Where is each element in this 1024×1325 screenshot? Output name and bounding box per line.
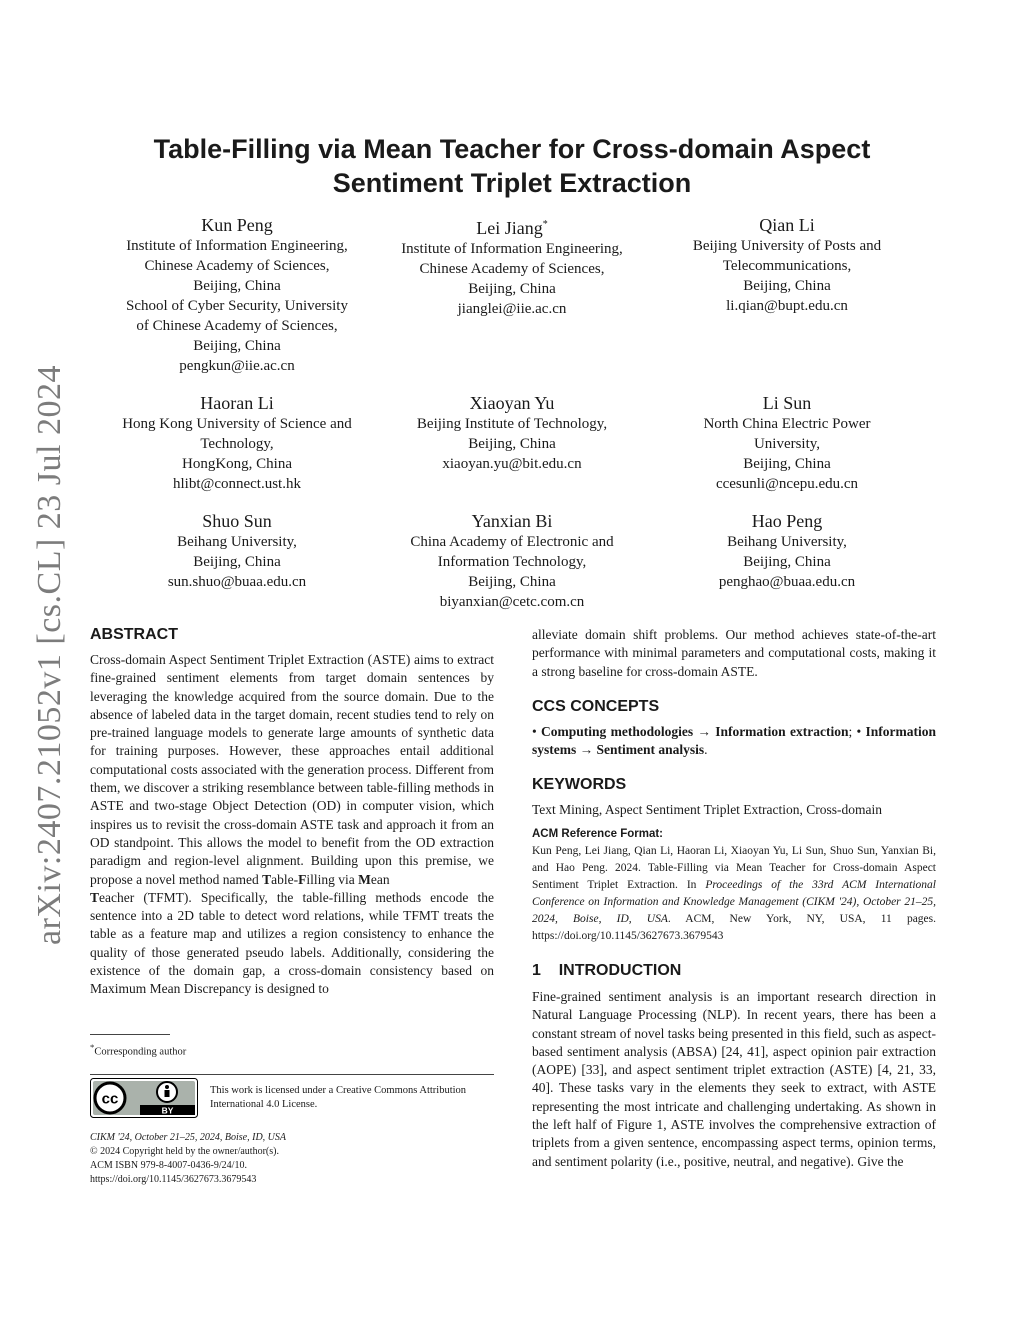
author-affiliation-line: Institute of Information Engineering, bbox=[401, 241, 623, 257]
author-email: li.qian@bupt.edu.cn bbox=[726, 298, 848, 314]
license-text: This work is licensed under a Creative Commons Attribution International 4.0 License. bbox=[210, 1085, 467, 1110]
author-block-kun-peng bbox=[97, 214, 377, 376]
author-email: sun.shuo@buaa.edu.cn bbox=[167, 574, 307, 590]
author-affiliation-line: Beijing, China bbox=[468, 574, 556, 590]
author-affiliation-line: Beijing, China bbox=[743, 456, 831, 472]
author-name: Lei Jiang* bbox=[476, 218, 548, 238]
author-block-hao-peng bbox=[647, 510, 927, 592]
author-name: Qian Li bbox=[759, 215, 815, 235]
author-name: Shuo Sun bbox=[202, 511, 272, 531]
author-name: Hao Peng bbox=[751, 511, 823, 531]
author-affiliation-line: Institute of Information Engineering, bbox=[126, 238, 348, 254]
cc-by-license-badge bbox=[90, 1078, 198, 1118]
author-affiliation-line: HongKong, China bbox=[182, 456, 292, 472]
author-name: Haoran Li bbox=[200, 393, 274, 413]
author-affiliation-line: China Academy of Electronic and bbox=[410, 534, 614, 550]
acm-reference-section bbox=[532, 826, 936, 945]
author-email: penghao@buaa.edu.cn bbox=[718, 574, 856, 590]
isbn-line: ACM ISBN 979-8-4007-0436-9/24/10. bbox=[90, 1160, 247, 1171]
introduction-heading: 1 INTRODUCTION bbox=[532, 962, 682, 979]
author-block-shuo-sun bbox=[97, 510, 377, 592]
ccs-heading: CCS CONCEPTS bbox=[532, 698, 660, 715]
abstract-section bbox=[90, 625, 494, 999]
author-affiliation-line: Technology, bbox=[200, 436, 274, 452]
author-affiliation-line: Beihang University, bbox=[727, 534, 847, 550]
author-affiliation-line: Beijing, China bbox=[193, 338, 281, 354]
copyright-line: © 2024 Copyright held by the owner/author(s). bbox=[90, 1146, 279, 1157]
acm-reference-text: Kun Peng, Lei Jiang, Qian Li, Haoran Li, Xiaoyan Yu, Li Sun, Shuo Sun, Yanxian Bi, and Hao Peng. 2024. Table-Filling via Mean Teacher for Cross-domain Aspect Sentiment Triplet Extraction. In Proceedings of the 33rd ACM International Conference on Information and Knowledge Management (CIKM '24), October 21–25, 2024, Boise, ID, USA. ACM, New York, NY, USA, 11 pages. https://doi.org/10.1145/3627673.3679543 bbox=[532, 845, 937, 942]
author-block-qian-li bbox=[647, 214, 927, 316]
paper-title bbox=[100, 132, 924, 200]
author-email: pengkun@iie.ac.cn bbox=[179, 358, 295, 374]
author-affiliation-line: School of Cyber Security, University bbox=[126, 298, 348, 314]
author-block-yanxian-bi bbox=[372, 510, 652, 612]
conference-venue: CIKM '24, October 21–25, 2024, Boise, ID, USA bbox=[90, 1132, 287, 1143]
author-block-haoran-li bbox=[97, 392, 377, 494]
keywords-section bbox=[532, 775, 936, 819]
by-text: BY bbox=[161, 1105, 174, 1116]
author-affiliation-line: of Chinese Academy of Sciences, bbox=[136, 318, 338, 334]
author-affiliation-line: Beijing Institute of Technology, bbox=[416, 416, 608, 432]
author-name: Xiaoyan Yu bbox=[469, 393, 555, 413]
abstract-heading: ABSTRACT bbox=[90, 626, 178, 643]
acm-reference-heading: ACM Reference Format: bbox=[532, 828, 663, 840]
author-affiliation-line: Information Technology, bbox=[437, 554, 587, 570]
author-affiliation-line: Beijing, China bbox=[743, 278, 831, 294]
author-affiliation-line: Beijing, China bbox=[743, 554, 831, 570]
corresponding-author-mark: * bbox=[542, 219, 548, 230]
introduction-section bbox=[532, 961, 936, 1171]
author-affiliation-line: Chinese Academy of Sciences, bbox=[144, 258, 330, 274]
author-affiliation-line: Beijing, China bbox=[468, 281, 556, 297]
ccs-concepts-text: • Computing methodologies → Information extraction; • Information systems → Sentiment analysis. bbox=[532, 724, 937, 758]
author-affiliation-line: Beijing, China bbox=[468, 436, 556, 452]
author-affiliation-line: Telecommunications, bbox=[722, 258, 852, 274]
author-affiliation-line: Beijing University of Posts and bbox=[692, 238, 882, 254]
doi-link[interactable]: https://doi.org/10.1145/3627673.3679543 bbox=[90, 1174, 257, 1185]
author-email: xiaoyan.yu@bit.edu.cn bbox=[442, 456, 582, 472]
author-name: Kun Peng bbox=[201, 215, 273, 235]
author-affiliation-line: Beihang University, bbox=[177, 534, 297, 550]
abstract-paragraph: Cross-domain Aspect Sentiment Triplet Extraction (ASTE) aims to extract fine-grained sentiment elements from target domain sentences by leveraging the knowledge acquired from the source domain. Due to the absence of labeled data in the target domain, recent studies tend to rely on pre-trained language models to generate large amounts of synthetic data for training purposes. However, these approaches entail additional computational costs associated with the generation process. Different from them, we discover a striking resemblance between table-filling methods in ASTE and two-stage Object Detection (OD) in computer vision, which inspires us to revisit the cross-domain ASTE task and approach it from an OD standpoint. This allows the model to benefit from the OD extraction paradigm and region-level alignment. Building upon this premise, we propose a novel method named Table-Filling via Mean Teacher (TFMT). Specifically, the table-filling methods encode the sentence into a 2D table to detect word relations, while TFMT treats the table as a feature map and utilizes a region consistency to enhance the quality of those generated pseudo labels. Additionally, considering the existence of the domain gap, a cross-domain consistency based on Maximum Mean Discrepancy is designed to bbox=[90, 652, 494, 997]
author-block-lei-jiang bbox=[372, 214, 652, 319]
author-affiliation-line: Beijing, China bbox=[193, 278, 281, 294]
author-email: ccesunli@ncepu.edu.cn bbox=[715, 476, 859, 492]
introduction-paragraph: Fine-grained sentiment analysis is an important research direction in Natural Language Processing (NLP). In recent years, there has been a constant stream of novel tasks being presented in this field, such as aspect-based sentiment analysis (ABSA) [24, 41], aspect opinion pair extraction (AOPE) [33], and aspect sentiment triplet extraction (ASTE) [4, 21, 33, 40]. These tasks vary in the elements they seek to extract, with ASTE representing the most intricate and challenging undertaking. As shown in the left half of Figure 1, ASTE involves the comprehensive extraction of triplets from a given sentence, encompassing aspect terms, opinion terms, and sentiment polarity (i.e., positive, neutral, and negative). Give the bbox=[532, 989, 936, 1169]
author-affiliation-line: Chinese Academy of Sciences, bbox=[419, 261, 605, 277]
author-email: biyanxian@cetc.com.cn bbox=[439, 594, 585, 610]
author-affiliation-line: North China Electric Power bbox=[703, 416, 871, 432]
author-email: jianglei@iie.ac.cn bbox=[457, 301, 567, 317]
ccs-concepts-section bbox=[532, 697, 936, 760]
author-name: Yanxian Bi bbox=[471, 511, 553, 531]
author-name: Li Sun bbox=[762, 393, 812, 413]
author-affiliation-line: University, bbox=[753, 436, 821, 452]
footnote-rule bbox=[90, 1034, 170, 1035]
abstract-continued: alleviate domain shift problems. Our method achieves state-of-the-art performance with minimal parameters and computational costs, making it a strong baseline for cross-domain ASTE. bbox=[532, 627, 936, 679]
cc-text: cc bbox=[101, 1090, 119, 1108]
author-block-li-sun bbox=[647, 392, 927, 494]
cc-by-logo-icon bbox=[90, 1078, 198, 1118]
conference-info bbox=[90, 1131, 286, 1187]
author-email: hlibt@connect.ust.hk bbox=[173, 476, 301, 492]
author-affiliation-line: Beijing, China bbox=[193, 554, 281, 570]
license-rule bbox=[90, 1074, 494, 1075]
paper-title-line-1: Table-Filling via Mean Teacher for Cross-domain Aspect bbox=[153, 134, 871, 164]
keywords-heading: KEYWORDS bbox=[532, 776, 627, 793]
keywords-text: Text Mining, Aspect Sentiment Triplet Extraction, Cross-domain bbox=[532, 802, 883, 817]
paper-title-line-2: Sentiment Triplet Extraction bbox=[332, 168, 692, 198]
author-affiliation-line: Hong Kong University of Science and bbox=[122, 416, 352, 432]
author-block-xiaoyan-yu bbox=[372, 392, 652, 474]
footnote-corresponding-author: *Corresponding author bbox=[90, 1042, 187, 1058]
arxiv-side-stamp: arXiv:2407.21052v1 [cs.CL] 23 Jul 2024 bbox=[31, 365, 68, 945]
